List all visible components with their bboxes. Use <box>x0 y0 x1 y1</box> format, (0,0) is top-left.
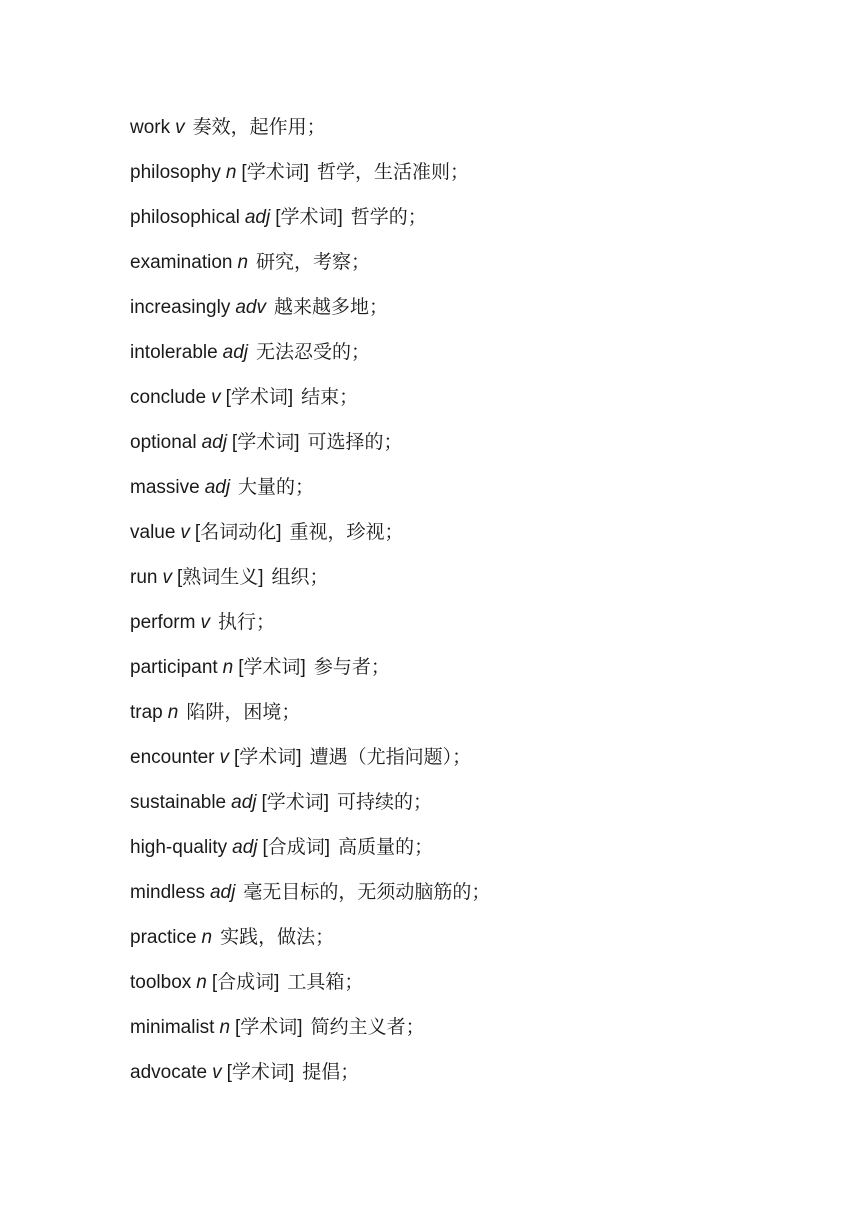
entry-pos: adj <box>209 882 236 903</box>
entry-pos: v <box>162 567 172 588</box>
entry-word: encounter <box>130 747 215 768</box>
vocab-entry <box>130 879 490 924</box>
vocab-entry <box>130 924 490 969</box>
vocab-entry <box>130 699 490 744</box>
entry-meaning: 高质量的； <box>338 837 434 858</box>
vocab-entry <box>130 1014 490 1059</box>
entry-pos: n <box>201 927 213 948</box>
entry-word: mindless <box>130 882 205 903</box>
vocab-entry <box>130 654 490 699</box>
entry-tag: [合成词] <box>262 837 331 858</box>
entry-meaning: 结束； <box>301 387 359 408</box>
entry-tag: [学术词] <box>261 792 330 813</box>
entry-pos: v <box>211 387 221 408</box>
entry-pos: n <box>196 972 207 993</box>
entry-pos: adj <box>244 207 271 228</box>
entry-word: intolerable <box>130 342 218 363</box>
entry-word: work <box>130 117 171 138</box>
entry-pos: adj <box>201 432 227 453</box>
entry-word: perform <box>130 612 196 633</box>
entry-tag: [学术词] <box>225 387 294 408</box>
entry-pos: adj <box>231 792 257 813</box>
entry-meaning: 奏效，起作用； <box>192 117 326 138</box>
entry-meaning: 简约主义者； <box>310 1017 425 1038</box>
entry-pos: v <box>180 522 190 543</box>
vocab-entry <box>130 429 490 474</box>
entry-word: participant <box>130 657 218 678</box>
vocab-entry <box>130 474 490 519</box>
entry-pos: adj <box>232 837 258 858</box>
entry-tag: [学术词] <box>238 657 306 678</box>
entry-pos: v <box>175 117 185 138</box>
entry-meaning: 大量的； <box>238 477 315 498</box>
entry-meaning: 毫无目标的，无须动脑筋的； <box>243 882 491 903</box>
vocab-entry <box>130 114 490 159</box>
entry-meaning: 提倡； <box>302 1062 360 1083</box>
entry-pos: n <box>167 702 179 723</box>
entry-meaning: 工具箱； <box>287 972 364 993</box>
entry-meaning: 执行； <box>217 612 275 633</box>
entry-word: high-quality <box>130 837 228 858</box>
vocab-entry <box>130 969 490 1014</box>
entry-pos: v <box>200 612 210 633</box>
entry-word: philosophical <box>130 207 240 228</box>
vocab-entry <box>130 519 490 564</box>
entry-tag: [学术词] <box>235 1017 303 1038</box>
entry-pos: adj <box>204 477 231 498</box>
vocabulary-list <box>130 114 490 1104</box>
entry-meaning: 参与者； <box>313 657 390 678</box>
entry-meaning: 遭遇（尤指问题）； <box>309 747 472 768</box>
entry-word: advocate <box>130 1062 208 1083</box>
vocab-entry <box>130 1059 490 1104</box>
entry-meaning: 可持续的； <box>337 792 433 813</box>
entry-word: toolbox <box>130 972 192 993</box>
entry-word: value <box>130 522 176 543</box>
vocab-entry <box>130 339 490 384</box>
entry-tag: [学术词] <box>231 432 300 453</box>
vocab-entry <box>130 384 490 429</box>
entry-tag: [学术词] <box>234 747 302 768</box>
vocab-entry <box>130 834 490 879</box>
vocab-entry <box>130 204 490 249</box>
entry-pos: n <box>237 252 249 273</box>
entry-meaning: 研究，考察； <box>256 252 371 273</box>
entry-meaning: 陷阱，困境； <box>186 702 301 723</box>
entry-pos: v <box>219 747 230 768</box>
entry-word: practice <box>130 927 197 948</box>
entry-word: trap <box>130 702 163 723</box>
entry-word: run <box>130 567 158 588</box>
entry-word: conclude <box>130 387 207 408</box>
entry-meaning: 无法忍受的； <box>256 342 371 363</box>
entry-tag: [名词动化] <box>194 522 282 543</box>
entry-tag: [学术词] <box>226 1062 295 1083</box>
entry-tag: [合成词] <box>211 972 280 993</box>
entry-tag: [学术词] <box>275 207 343 228</box>
vocab-entry <box>130 159 490 204</box>
vocab-entry <box>130 564 490 609</box>
vocab-entry <box>130 789 490 834</box>
entry-meaning: 组织； <box>271 567 329 588</box>
entry-pos: n <box>222 657 234 678</box>
entry-pos: adj <box>222 342 249 363</box>
entry-word: examination <box>130 252 233 273</box>
entry-word: massive <box>130 477 200 498</box>
entry-meaning: 可选择的； <box>307 432 403 453</box>
entry-word: philosophy <box>130 162 221 183</box>
entry-pos: n <box>225 162 237 183</box>
entry-word: optional <box>130 432 197 453</box>
entry-meaning: 哲学的； <box>350 207 427 228</box>
entry-pos: n <box>219 1017 231 1038</box>
entry-tag: [学术词] <box>241 162 309 183</box>
entry-word: sustainable <box>130 792 227 813</box>
entry-meaning: 哲学，生活准则； <box>316 162 469 183</box>
entry-word: minimalist <box>130 1017 215 1038</box>
vocab-entry <box>130 609 490 654</box>
vocab-entry <box>130 744 490 789</box>
vocab-entry <box>130 249 490 294</box>
entry-tag: [熟词生义] <box>176 567 264 588</box>
entry-pos: v <box>212 1062 222 1083</box>
entry-meaning: 实践，做法； <box>220 927 335 948</box>
entry-word: increasingly <box>130 297 231 318</box>
entry-meaning: 重视，珍视； <box>289 522 404 543</box>
vocab-entry <box>130 294 490 339</box>
entry-meaning: 越来越多地； <box>273 297 388 318</box>
entry-pos: adv <box>235 297 266 318</box>
